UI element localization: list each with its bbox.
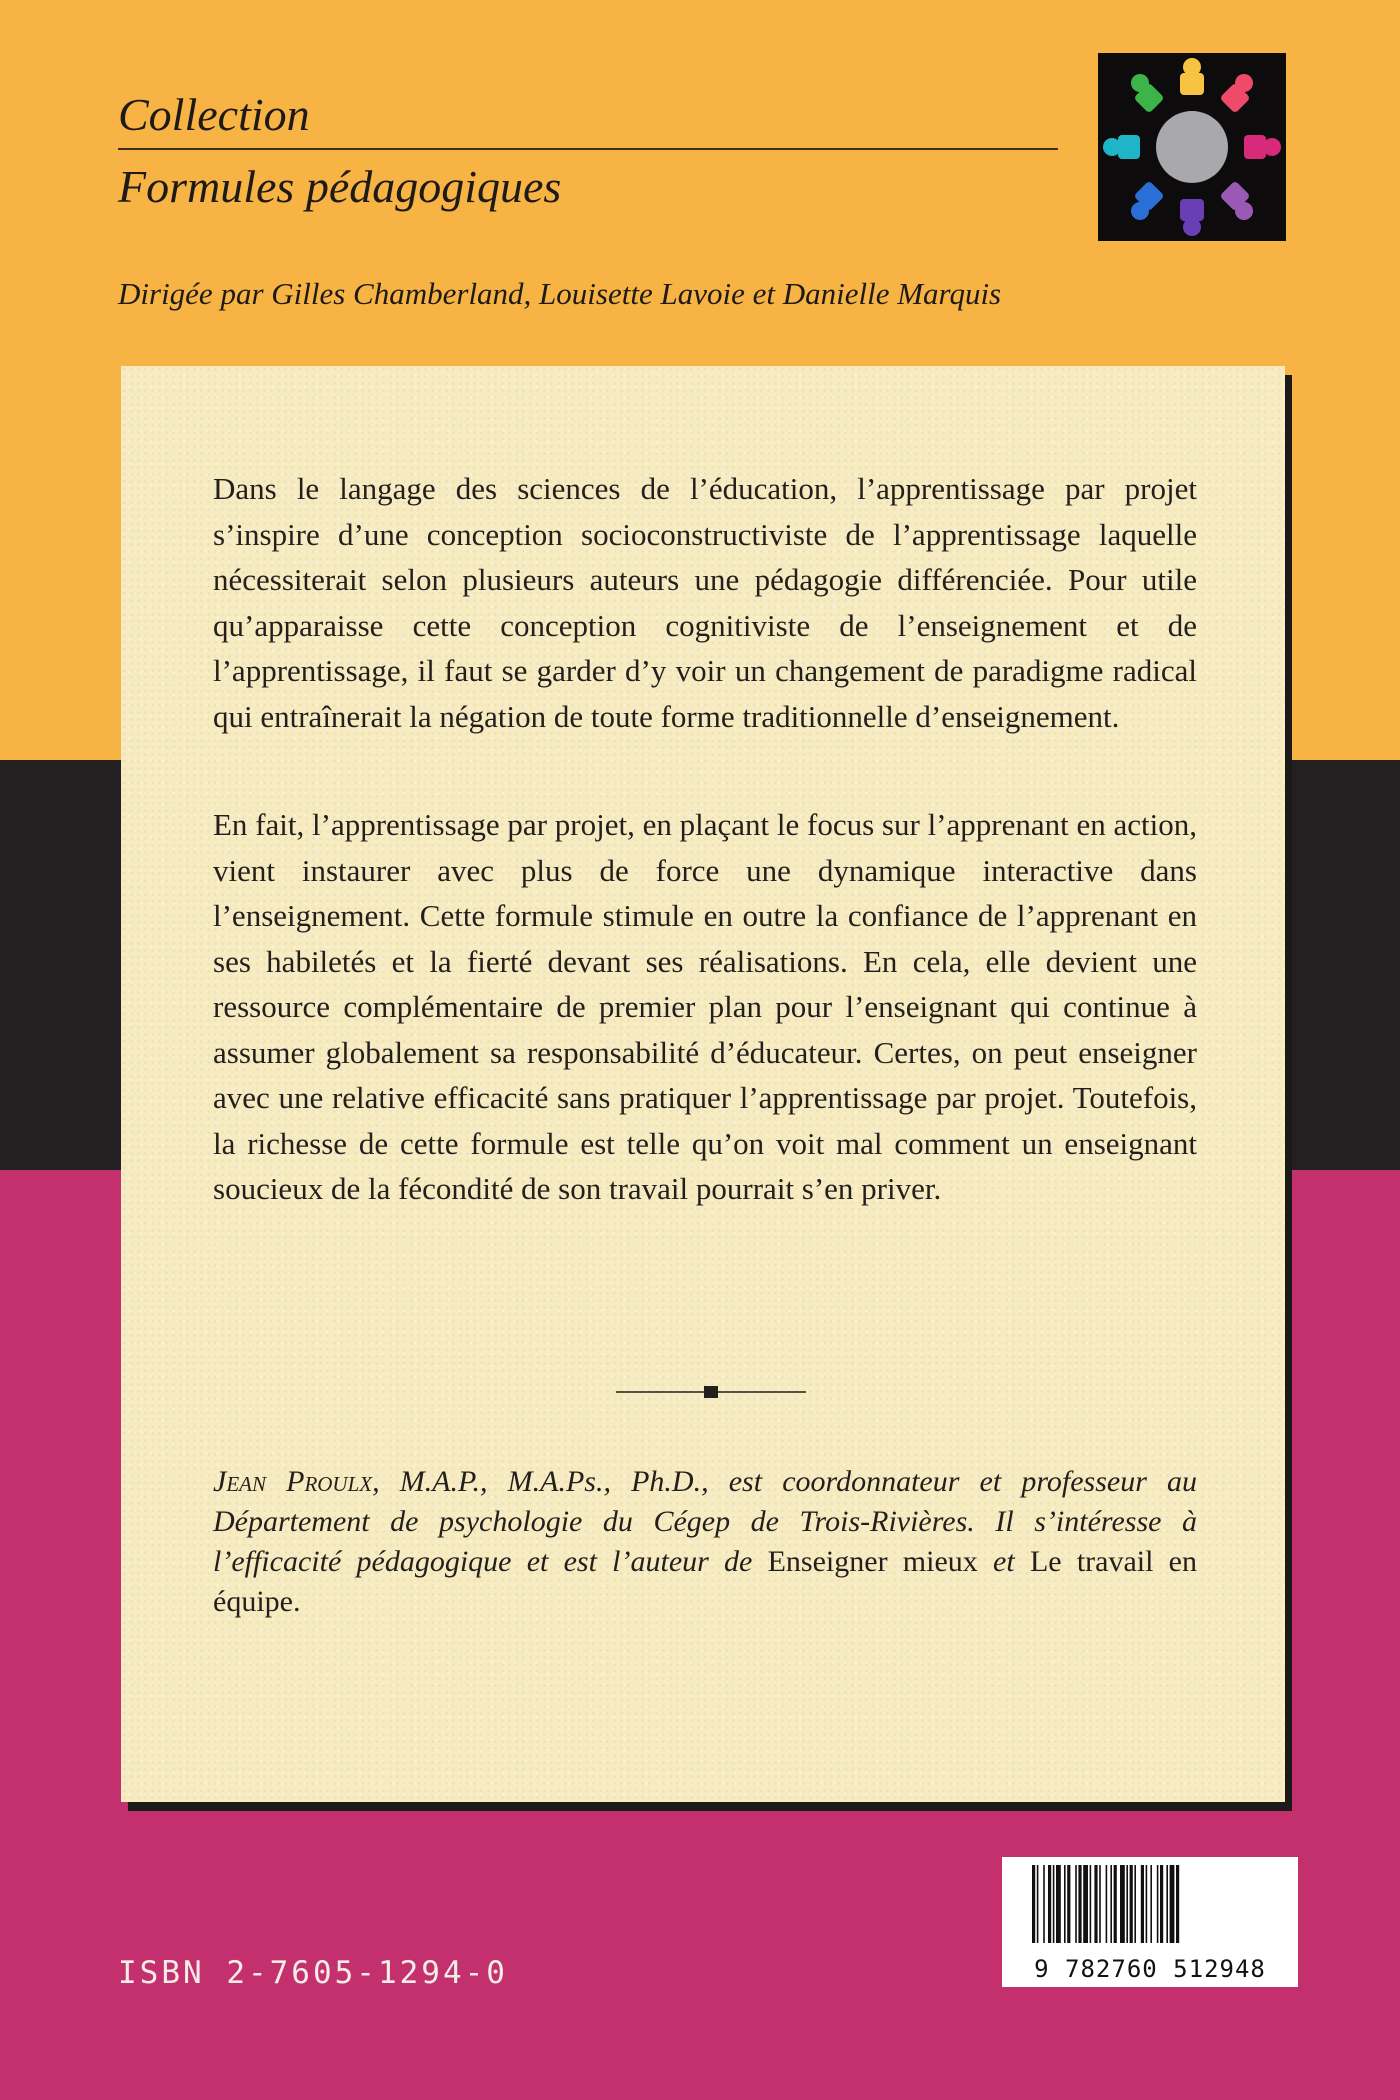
body-paragraph-1: Dans le langage des sciences de l’éducation, l’apprentissage par projet s’inspire d’une conception socioconstructiviste de l’apprentissage laquelle nécessiterait selon plusieurs auteurs une pédagogie différenciée. Pour utile qu’apparaisse cette conception cognitiviste de l’enseignement et de l’apprentissage, il faut se garder d’y voir un changement de paradigme radical qui entraînerait la négation de toute forme traditionnelle d’enseignement. xyxy=(213,471,1197,734)
editors-line: Dirigée par Gilles Chamberland, Louisette Lavoie et Danielle Marquis xyxy=(118,276,1002,311)
isbn-text: ISBN 2-7605-1294-0 xyxy=(118,1955,508,1991)
ornament-divider-icon xyxy=(616,1385,806,1399)
barcode-bars-icon xyxy=(1002,1865,1298,1965)
bio-text-2: et xyxy=(977,1545,1030,1578)
book-title-2: Le travail en équipe xyxy=(213,1545,1197,1618)
book-title-1: Enseigner mieux xyxy=(767,1545,978,1578)
author-bio xyxy=(213,1462,1197,1622)
header-rule xyxy=(118,148,1058,150)
people-around-table-logo-icon xyxy=(1098,53,1286,241)
author-name: Jean Proulx xyxy=(213,1465,373,1498)
body-paragraph-2: En fait, l’apprentissage par projet, en plaçant le focus sur l’apprenant en action, vient instaurer avec plus de force une dynamique interactive dans l’enseignement. Cette formule stimule en outre la confiance de l’apprenant en ses habiletés et la fierté devant ses réalisations. En cela, elle devient une ressource complémentaire de premier plan pour l’enseignant qui continue à assumer globalement sa responsabilité d’éducateur. Certes, on peut enseigner avec une relative efficacité sans pratiquer l’apprentissage par projet. Toutefois, la richesse de cette formule est telle qu’on voit mal comment un enseignant soucieux de la fécondité de son travail pourrait s’en priver. xyxy=(213,807,1197,1206)
barcode-number: 9 782760 512948 xyxy=(1034,1955,1266,1983)
collection-name: Formules pédagogiques xyxy=(118,161,562,212)
bio-text-1: , M.A.P., M.A.Ps., Ph.D., est coordonnateur et professeur au Département de psychologie du Cégep de Trois-Rivières. Il s’intéresse à l’efficacité pédagogique et est l’auteur de xyxy=(213,1465,1198,1578)
bio-text-3: . xyxy=(292,1585,301,1618)
barcode xyxy=(1002,1857,1298,1987)
text-panel xyxy=(121,366,1285,1802)
collection-label: Collection xyxy=(118,89,310,140)
